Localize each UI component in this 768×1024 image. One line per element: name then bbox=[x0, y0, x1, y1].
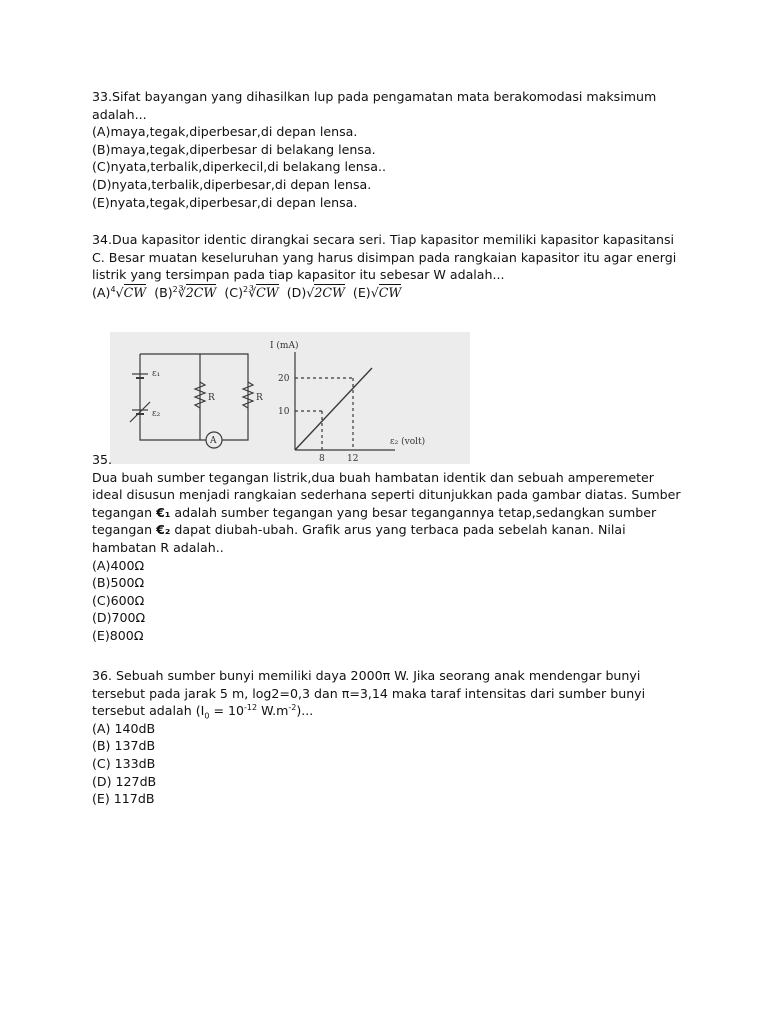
question-36-line-3-a: tersebut adalah (I bbox=[92, 703, 205, 719]
question-34-line-2: C. Besar muatan keseluruhan yang harus disimpan pada rangkaian kapasitor itu agar energi bbox=[92, 249, 677, 265]
exponent-1: -12 bbox=[244, 703, 258, 712]
radicand-d: 2CW bbox=[314, 284, 345, 300]
label-epsilon-1: ε₁ bbox=[152, 369, 161, 379]
label-ammeter: A bbox=[210, 436, 217, 446]
question-35-option-e: (E)800Ω bbox=[92, 627, 144, 643]
radicand-e: CW bbox=[378, 284, 402, 300]
circuit-graph-figure bbox=[110, 332, 470, 464]
root-sign-a: √ bbox=[115, 284, 124, 300]
root-sign-b: ∛ bbox=[177, 284, 186, 300]
question-35-line-2: ideal disusun menjadi rangkaian sederhana seperti ditunjukkan pada gambar diatas. Sumber bbox=[92, 487, 681, 503]
question-35-number: 35. bbox=[92, 452, 113, 467]
question-35-line-3-start: tegangan bbox=[92, 504, 157, 520]
question-34-option-d-label: (D) bbox=[286, 284, 307, 300]
label-epsilon-2: ε₂ bbox=[152, 409, 161, 419]
question-36-line-1-end: W. Jika seorang anak mendengar bunyi bbox=[390, 668, 641, 683]
label-resistor-2: R bbox=[256, 393, 263, 403]
question-34-options bbox=[92, 284, 692, 302]
question-35-option-c: (C)600Ω bbox=[92, 592, 145, 608]
question-36-line-3-c: W.m bbox=[257, 703, 289, 719]
question-36-option-d: (D) 127dB bbox=[92, 773, 157, 789]
label-x-axis: ε₂ (volt) bbox=[390, 437, 426, 447]
question-35 bbox=[92, 451, 692, 645]
question-36-line-3-d: )... bbox=[296, 703, 314, 719]
question-33-option-b: (B)maya,tegak,diperbesar di belakang lensa. bbox=[92, 141, 376, 157]
question-34-option-b-label: (B) bbox=[154, 284, 173, 300]
question-36-line-1 bbox=[92, 667, 692, 685]
question-35-line-4-start: tegangan bbox=[92, 522, 157, 538]
intensity-subscript: 0 bbox=[204, 711, 210, 721]
question-36-option-b: (B) 137dB bbox=[92, 738, 156, 754]
radicand-c: CW bbox=[256, 284, 279, 300]
question-33 bbox=[92, 88, 692, 211]
question-34 bbox=[92, 231, 692, 301]
question-36-option-a: (A) 140dB bbox=[92, 720, 156, 736]
question-35-line-3 bbox=[92, 504, 692, 522]
root-index-b: 2 bbox=[172, 284, 178, 294]
question-35-line-4-end: dapat diubah-ubah. Grafik arus yang terbaca pada sebelah kanan. Nilai bbox=[170, 522, 626, 538]
question-36-line-3-b: = 10 bbox=[209, 703, 245, 719]
question-33-stem-cont: adalah... bbox=[92, 106, 147, 122]
question-36-line-3 bbox=[92, 702, 692, 720]
tick-x-12: 12 bbox=[347, 454, 359, 464]
root-sign-d: √ bbox=[306, 284, 315, 300]
tick-y-10: 10 bbox=[278, 407, 290, 417]
question-35-line-3-end: adalah sumber tegangan yang besar tegangannya tetap,sedangkan sumber bbox=[170, 504, 657, 520]
question-35-option-b: (B)500Ω bbox=[92, 575, 145, 591]
question-35-line-5: hambatan R adalah.. bbox=[92, 539, 224, 555]
root-index-a: 4 bbox=[110, 284, 116, 294]
pi-symbol: π bbox=[382, 668, 391, 683]
question-33-option-c: (C)nyata,terbalik,diperkecil,di belakang lensa.. bbox=[92, 159, 386, 175]
label-y-axis: I (mA) bbox=[270, 341, 299, 351]
radicand-b: 2CW bbox=[185, 284, 217, 300]
question-35-option-a: (A)400Ω bbox=[92, 557, 145, 573]
question-34-line-1: 34.Dua kapasitor identic dirangkai secara seri. Tiap kapasitor memiliki kapasitor kapasitansi bbox=[92, 232, 675, 247]
root-sign-c: ∛ bbox=[248, 284, 257, 300]
epsilon-2-symbol: €₂ bbox=[156, 522, 171, 538]
label-resistor-1: R bbox=[208, 393, 215, 403]
epsilon-1-symbol: €₁ bbox=[156, 504, 171, 520]
question-36-line-1-start: 36. Sebuah sumber bunyi memiliki daya 2000 bbox=[92, 668, 383, 683]
question-34-option-e-label: (E) bbox=[352, 284, 371, 300]
question-33-option-e: (E)nyata,tegak,diperbesar,di depan lensa. bbox=[92, 194, 358, 210]
question-35-line-1: Dua buah sumber tegangan listrik,dua buah hambatan identik dan sebuah amperemeter bbox=[92, 469, 654, 485]
figure-svg bbox=[110, 332, 470, 464]
question-36-option-e: (E) 117dB bbox=[92, 791, 155, 807]
question-33-stem: 33.Sifat bayangan yang dihasilkan lup pada pengamatan mata berakomodasi maksimum bbox=[92, 89, 657, 104]
tick-x-8: 8 bbox=[319, 454, 325, 464]
question-35-line-4 bbox=[92, 521, 692, 539]
root-index-c: 2 bbox=[243, 284, 249, 294]
question-33-option-d: (D)nyata,terbalik,diperbesar,di depan lensa. bbox=[92, 176, 372, 192]
question-34-line-3: listrik yang tersimpan pada tiap kapasitor itu sebesar W adalah... bbox=[92, 267, 505, 283]
tick-y-20: 20 bbox=[278, 374, 290, 384]
question-34-option-c-label: (C) bbox=[224, 284, 244, 300]
radicand-a: CW bbox=[123, 284, 147, 300]
question-36 bbox=[92, 667, 692, 808]
question-36-line-2-end: =3,14 maka taraf intensitas dari sumber bunyi bbox=[349, 685, 646, 701]
exponent-2: -2 bbox=[288, 703, 297, 712]
root-sign-e: √ bbox=[370, 284, 379, 300]
question-36-line-2 bbox=[92, 685, 692, 703]
question-35-option-d: (D)700Ω bbox=[92, 610, 146, 626]
pi-symbol-2: π bbox=[341, 685, 350, 701]
question-33-option-a: (A)maya,tegak,diperbesar,di depan lensa. bbox=[92, 124, 358, 140]
question-36-option-c: (C) 133dB bbox=[92, 755, 156, 771]
question-36-line-2-start: tersebut pada jarak 5 m, log2=0,3 dan bbox=[92, 685, 342, 701]
question-34-option-a-label: (A) bbox=[92, 284, 111, 300]
